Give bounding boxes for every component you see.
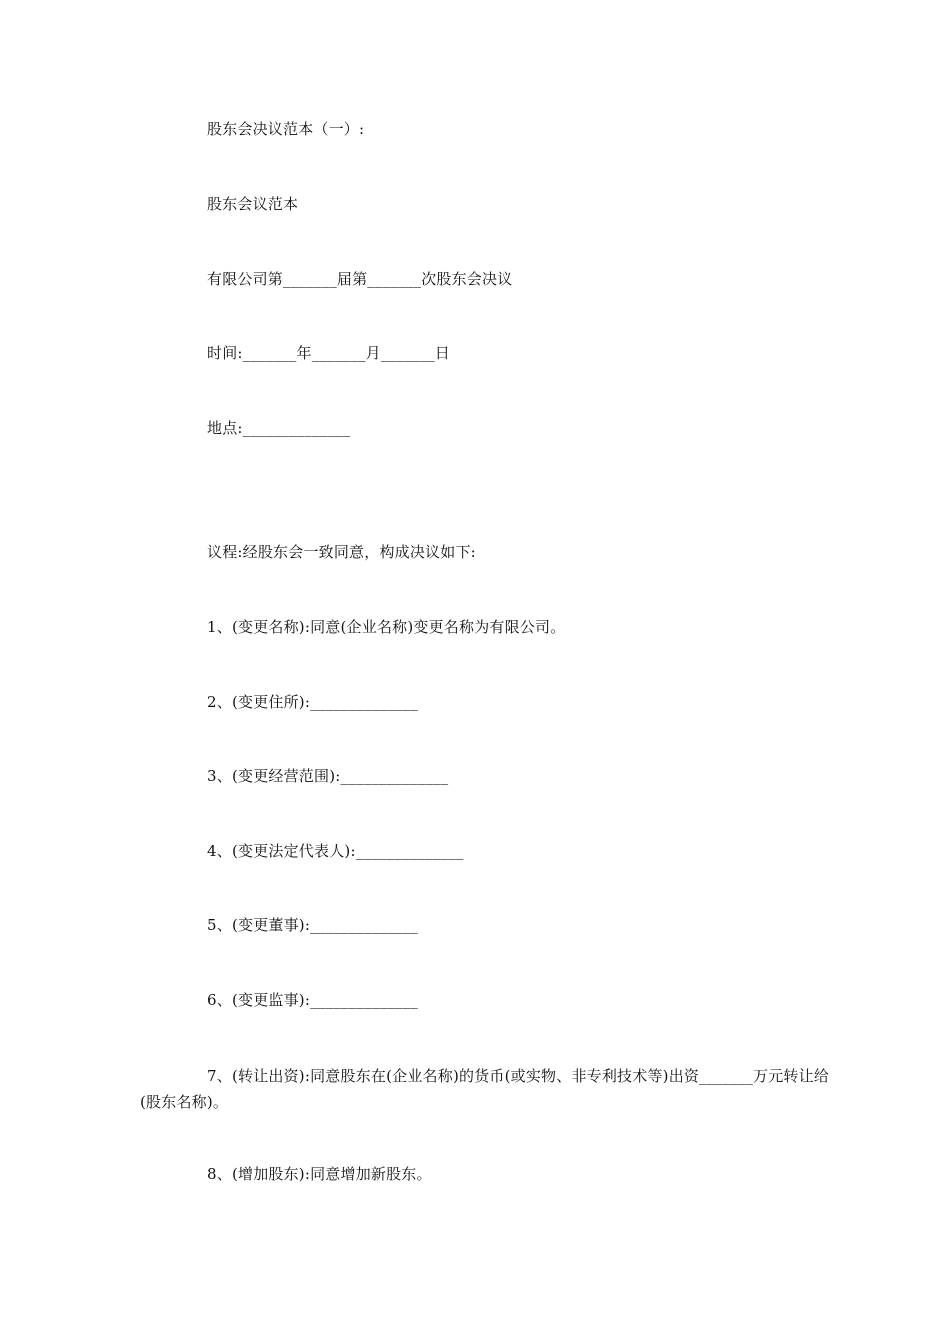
resolution-item-1: 1、(变更名称):同意(企业名称)变更名称为有限公司。 (207, 618, 566, 636)
document-subheading: 股东会议范本 (207, 195, 299, 213)
resolution-item-8: 8、(增加股东):同意增加新股东。 (207, 1165, 432, 1183)
resolution-item-6: 6、(变更监事):______________ (207, 991, 418, 1009)
meeting-time-line: 时间:_______年_______月_______日 (207, 344, 450, 362)
agenda-line: 议程:经股东会一致同意，构成决议如下: (207, 543, 476, 561)
resolution-item-2: 2、(变更住所):______________ (207, 693, 418, 711)
resolution-item-5: 5、(变更董事):______________ (207, 916, 418, 934)
resolution-item-7: 7、(转让出资):同意股东在(企业名称)的货币(或实物、非专利技术等)出资_______万元转让给(股东名称)。 (140, 1067, 830, 1111)
resolution-item-4: 4、(变更法定代表人):______________ (207, 842, 464, 860)
meeting-title-line: 有限公司第_______届第_______次股东会决议 (207, 270, 513, 288)
resolution-item-3: 3、(变更经营范围):______________ (207, 767, 449, 785)
meeting-place-line: 地点:______________ (207, 419, 351, 437)
document-heading: 股东会决议范本（一）: (207, 120, 365, 138)
